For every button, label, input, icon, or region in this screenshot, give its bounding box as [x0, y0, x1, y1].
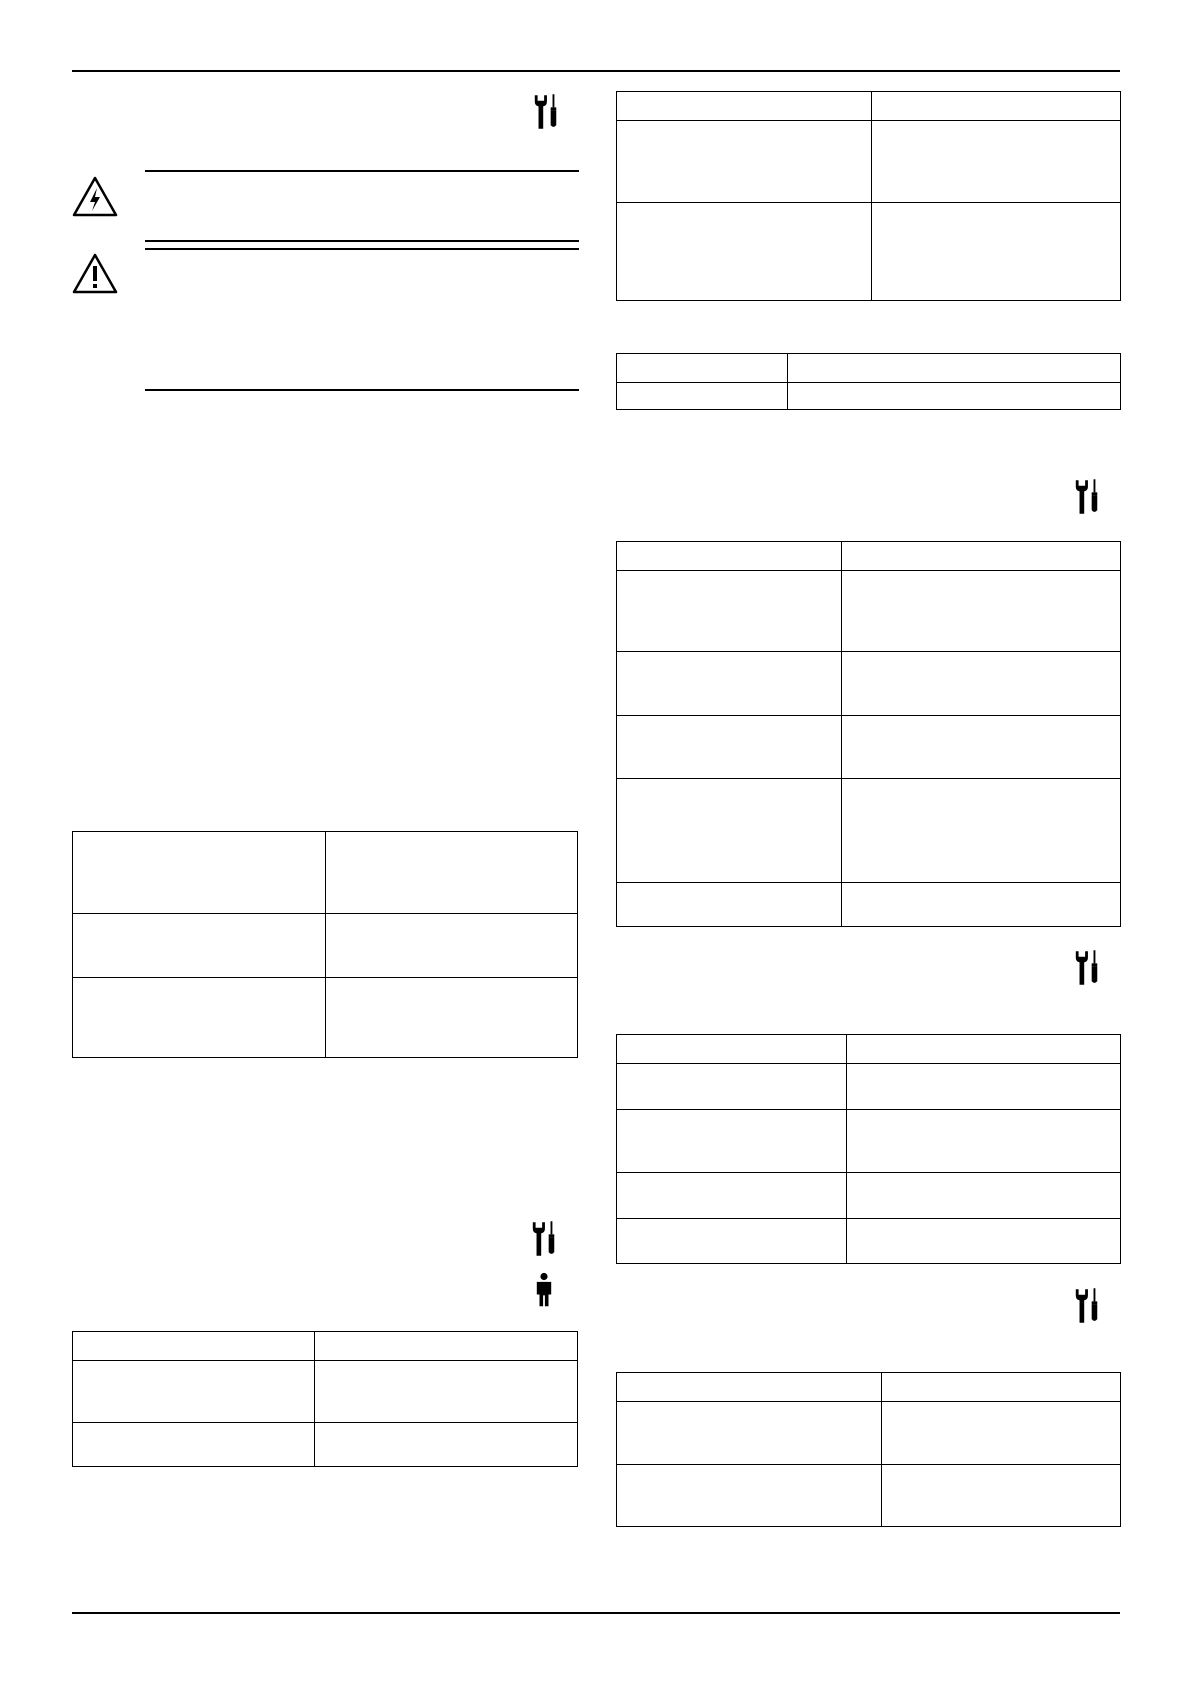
warning-rule-1	[145, 170, 579, 172]
header-rule	[72, 70, 1120, 72]
table-row	[617, 382, 1120, 383]
table-row	[73, 1422, 577, 1423]
table-col-divider	[841, 542, 842, 926]
exclamation-warning-icon	[72, 252, 118, 294]
warning-rule-4	[145, 389, 579, 391]
tools-icon	[1073, 949, 1101, 987]
table-row	[617, 570, 1120, 571]
tools-icon	[530, 1220, 558, 1258]
table-row	[617, 120, 1120, 121]
footer-rule	[72, 1612, 1120, 1614]
table-row	[617, 778, 1120, 779]
table-row	[617, 882, 1120, 883]
table-row	[617, 715, 1120, 716]
table-col-divider	[871, 92, 872, 300]
table-col-divider	[881, 1373, 882, 1526]
table-right-5	[616, 1372, 1121, 1527]
table-row	[73, 977, 577, 978]
table-row	[73, 913, 577, 914]
warning-rule-2	[145, 240, 579, 242]
table-row	[617, 1401, 1120, 1402]
table-col-divider	[314, 1332, 315, 1466]
person-icon	[533, 1272, 555, 1308]
table-row	[617, 1109, 1120, 1110]
tools-icon	[1073, 478, 1101, 516]
table-right-1	[616, 91, 1121, 301]
table-row	[617, 1218, 1120, 1219]
table-right-3	[616, 541, 1121, 927]
table-col-divider	[325, 832, 326, 1057]
electrical-hazard-warning-icon	[72, 175, 118, 217]
table-left-1	[72, 831, 578, 1058]
table-right-2	[616, 353, 1121, 410]
tools-icon	[532, 93, 560, 131]
table-right-4	[616, 1034, 1121, 1264]
table-row	[617, 651, 1120, 652]
table-row	[617, 202, 1120, 203]
table-row	[617, 1172, 1120, 1173]
table-row	[73, 1360, 577, 1361]
table-row	[617, 1063, 1120, 1064]
table-row	[617, 1464, 1120, 1465]
warning-rule-3	[145, 248, 579, 250]
table-col-divider	[846, 1035, 847, 1263]
table-left-2	[72, 1331, 578, 1467]
tools-icon	[1073, 1287, 1101, 1325]
